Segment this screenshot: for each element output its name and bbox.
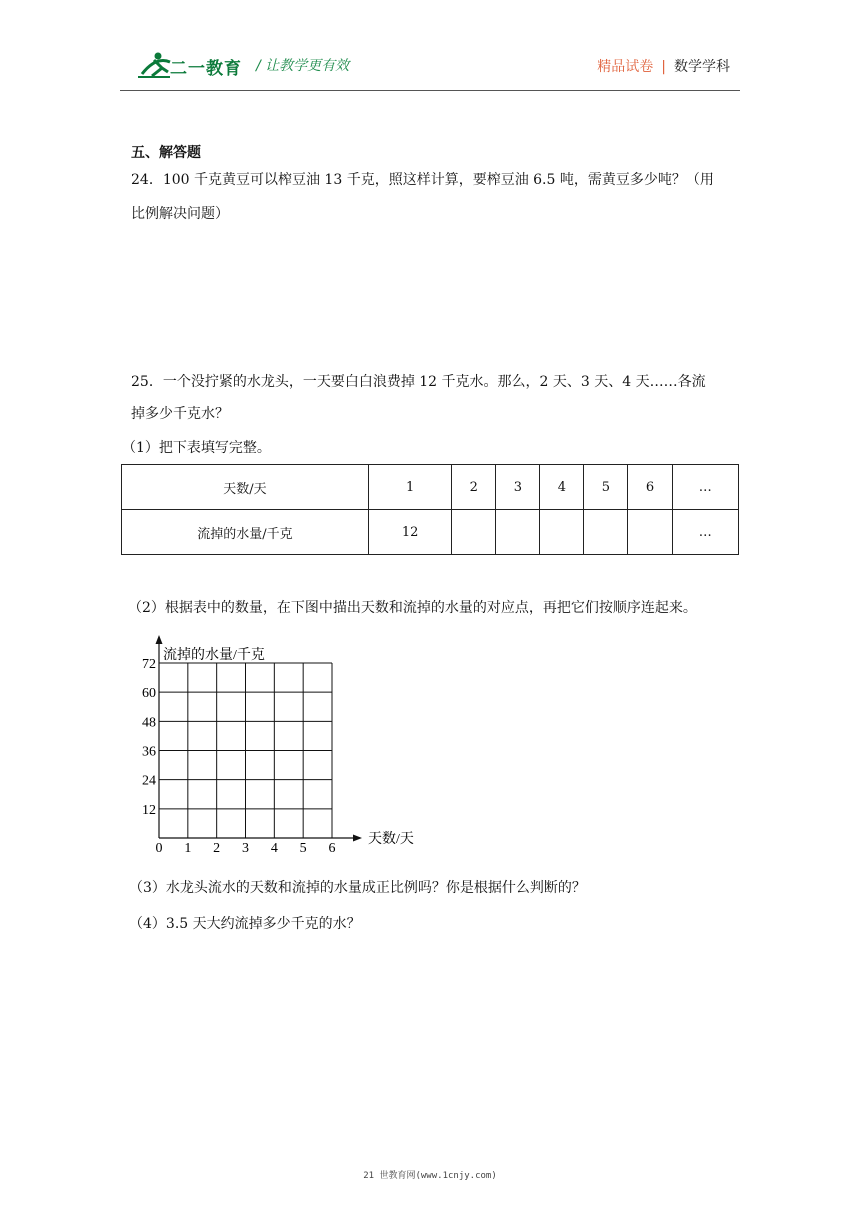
q25-part3: （3）水龙头流水的天数和流掉的水量成正比例吗？你是根据什么判断的？ — [129, 880, 586, 896]
page-footer: 21 世教育网(www.1cnjy.com) — [363, 1171, 497, 1181]
q25-line1: 25．一个没拧紧的水龙头，一天要白白浪费掉 12 千克水。那么，2 天、3 天、4 天……各流 — [131, 374, 706, 390]
table-cell: 2 — [452, 465, 496, 510]
table-cell — [584, 510, 628, 555]
section-title: 五、解答题 — [131, 145, 201, 161]
y-tick-label: 24 — [142, 773, 156, 789]
table-row-header: 天数/天 — [122, 465, 369, 510]
table-cell: 5 — [584, 465, 628, 510]
table-cell: 6 — [628, 465, 672, 510]
page-header — [0, 0, 860, 92]
header-right — [597, 56, 730, 76]
y-axis-label: 流掉的水量/千克 — [163, 648, 265, 663]
x-tick-label: 5 — [299, 841, 307, 856]
table-cell: 3 — [496, 465, 540, 510]
x-tick-label: 3 — [242, 841, 249, 856]
slogan: / 让教学更有效 — [256, 58, 350, 74]
q25-line2: 掉多少千克水？ — [131, 406, 229, 422]
subject-label: 数学学科 — [674, 59, 730, 75]
y-tick-label: 48 — [142, 715, 156, 731]
table-cell: 12 — [369, 510, 452, 555]
q25-part1: （1）把下表填写完整。 — [122, 440, 271, 456]
x-axis-label: 天数/天 — [368, 832, 414, 847]
y-tick-label: 60 — [142, 686, 156, 702]
chart-grid — [159, 663, 332, 838]
q24-line1: 24．100 千克黄豆可以榨豆油 13 千克，照这样计算，要榨豆油 6.5 吨，需黄豆多少吨？（用 — [131, 172, 714, 188]
y-axis-arrow-icon — [156, 635, 163, 644]
q24-line2: 比例解决问题） — [131, 206, 229, 222]
table-cell — [540, 510, 584, 555]
header-separator: | — [661, 59, 666, 75]
table-cell — [496, 510, 540, 555]
table-cell: 4 — [540, 465, 584, 510]
q25-part2: （2）根据表中的数量，在下图中描出天数和流掉的水量的对应点，再把它们按顺序连起来。 — [128, 600, 697, 616]
table-row-header: 流掉的水量/千克 — [122, 510, 369, 555]
tick-labels — [142, 657, 336, 856]
x-tick-label: 0 — [155, 841, 163, 856]
table-cell — [452, 510, 496, 555]
table-row — [122, 510, 739, 555]
premium-label: 精品试卷 — [597, 59, 654, 75]
x-tick-label: 1 — [184, 841, 192, 856]
table-row — [122, 465, 739, 510]
x-tick-label: 6 — [328, 841, 336, 856]
q25-part4: （4）3.5 天大约流掉多少千克的水？ — [129, 916, 361, 932]
y-tick-label: 12 — [142, 802, 156, 818]
grid-chart — [130, 632, 430, 862]
data-table — [121, 464, 739, 555]
header-divider — [120, 90, 740, 91]
x-axis-arrow-icon — [353, 835, 362, 842]
y-tick-label: 36 — [142, 744, 156, 760]
table-cell: … — [672, 465, 738, 510]
table-cell: 1 — [369, 465, 452, 510]
x-tick-label: 4 — [270, 841, 278, 856]
y-tick-label: 72 — [142, 657, 156, 672]
table-cell: … — [672, 510, 738, 555]
logo-text: 二一教育 — [170, 59, 242, 79]
x-tick-label: 2 — [213, 841, 221, 856]
table-cell — [628, 510, 672, 555]
